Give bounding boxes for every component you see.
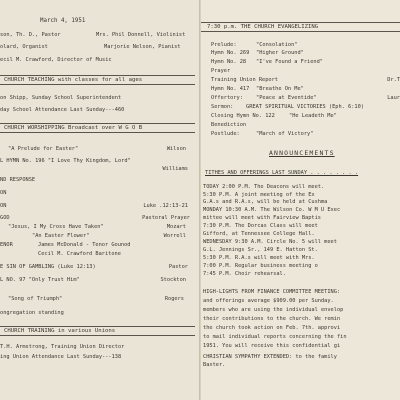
- finance-line: 1951. You will receive this confidential gi: [203, 343, 341, 349]
- order-item: L HYMN No. 196 "I Love Thy Kingdom, Lord": [0, 158, 131, 164]
- divider: [201, 22, 400, 23]
- announcement-line: WEDNESDAY 9:30 A.M. Circle No. 5 will meet: [203, 239, 337, 245]
- order-note: ongregation standing: [0, 310, 64, 316]
- order-by: Pastoral Prayer: [142, 215, 190, 221]
- order-item: L NO. 97 "Only Trust Him": [0, 277, 80, 283]
- announcement-line: G.A.s and R.A.s, will be held at Cushma: [203, 199, 328, 205]
- evening-title: "Peace at Eventide": [256, 95, 317, 101]
- order-by: Williams: [162, 166, 188, 172]
- evening-title: "I've Found a Friend": [256, 59, 323, 65]
- announcement-line: 7:00 P.M. Regular business meeting o: [203, 263, 318, 269]
- evening-title: "He Leadeth Me": [289, 113, 337, 119]
- order-by: Luke .12:13-21: [143, 203, 188, 209]
- order-item: ON: [0, 190, 7, 196]
- announcement-line: Gifford, at Tennessee College Hall.: [203, 231, 315, 237]
- order-by: Stockton: [160, 277, 186, 283]
- training-heading: CHURCH TRAINING in various Unions: [4, 328, 116, 334]
- order-item: "A Prelude for Easter": [8, 146, 79, 152]
- evening-item: Prayer: [211, 68, 231, 74]
- evening-item: Offertory:: [211, 95, 243, 101]
- sympathy-line: CHRISTIAN SYMPATHY EXTENDED: to the family: [203, 354, 337, 360]
- finance-line: members who are using the individual envelop: [203, 307, 344, 313]
- ss-superintendent: on Shipp, Sunday School Superintendent: [0, 95, 122, 101]
- order-item: "Jesus, I My Cross Have Taken": [8, 224, 104, 230]
- order-item: "An Easter Flower": [32, 233, 90, 239]
- evening-title: "Consolation": [256, 42, 298, 48]
- divider: [201, 31, 400, 32]
- evening-item: Hymn No. 417: [211, 86, 250, 92]
- finance-line: and offerings average $909.00 per Sunday.: [203, 298, 334, 304]
- divider: [0, 84, 195, 85]
- order-by: Cecil M. Crawford Baritone: [38, 251, 121, 257]
- ss-attendance: day School Attendance Last Sunday---460: [0, 107, 125, 113]
- divider: [0, 326, 195, 327]
- divider: [0, 335, 195, 336]
- order-item: E SIN OF GAMBLING (Luke 12:13): [0, 264, 96, 270]
- evening-by: Laur: [387, 95, 400, 101]
- training-director: T.H. Armstrong, Training Union Director: [0, 344, 125, 350]
- order-item: "Song of Triumph": [8, 296, 63, 302]
- worship-heading: CHURCH WORSHIPPING Broadcast over W G O B: [4, 125, 143, 131]
- order-item: ND RESPONSE: [0, 177, 36, 183]
- evening-item: Closing Hymn No. 122: [211, 113, 275, 119]
- evening-heading: 7:30 p.m. THE CHURCH EVANGELIZING: [207, 24, 319, 30]
- staff-pianist: Marjorie Nelson, Pianist: [104, 44, 181, 50]
- announcement-line: mittee will meet with Fairview Baptis: [203, 215, 321, 221]
- staff-organist: olard, Organist: [0, 44, 48, 50]
- sunday-school-heading: CHURCH TEACHING with classes for all ages: [4, 77, 143, 83]
- evening-by: Dr.T: [387, 77, 400, 83]
- training-attendance: ing Union Attendance Last Sunday---138: [0, 354, 122, 360]
- evening-title: "Breathe On Me": [256, 86, 304, 92]
- announcements-heading: ANNOUNCEMENTS: [269, 149, 335, 157]
- finance-line: the church took action on Feb. 7th. approvi: [203, 325, 341, 331]
- evening-item: Sermon:: [211, 104, 234, 110]
- order-by: James McDonald - Tenor Gounod: [38, 242, 131, 248]
- order-item: ENOR: [0, 242, 13, 248]
- order-by: Wilson: [166, 146, 186, 152]
- announcement-line: G.L. Jennings Sr., 149 E. Hatton St.: [203, 247, 318, 253]
- announcement-line: 7:30 P.M. The Dorcas Class will meet: [203, 223, 318, 229]
- evening-item: Hymn No. 28: [211, 59, 247, 65]
- staff-pastor: son, Th. D., Pastor: [0, 32, 61, 38]
- announcement-line: TODAY 2:00 P.M. The Deacons will meet.: [203, 184, 325, 190]
- evening-title: "March of Victory": [256, 131, 314, 137]
- order-by: Rogers: [164, 296, 184, 302]
- divider: [0, 123, 195, 124]
- tithes-heading: TITHES AND OFFERINGS LAST SUNDAY . . . . . . . .: [205, 170, 359, 176]
- announcement-line: MONDAY 10:30 A.M. The Wilson Co. W M U Exec: [203, 207, 341, 213]
- finance-line: HIGH-LIGHTS FROM FINANCE COMMITTEE MEETING:: [203, 289, 341, 295]
- announcement-line: 5:30 P.M. A joint meeting of the Ex: [203, 192, 315, 198]
- divider: [0, 132, 195, 133]
- evening-item: Postlude:: [211, 131, 240, 137]
- staff-music-director: ecil M. Crawford, Director of Music: [0, 57, 112, 63]
- finance-line: their contributions to the church. We remin: [203, 316, 341, 322]
- bulletin-date: March 4, 1951: [40, 18, 86, 24]
- evening-item: Hymn No. 269: [211, 50, 250, 56]
- evening-item: Benediction: [211, 122, 247, 128]
- announcement-line: 7:45 P.M. Choir rehearsal.: [203, 271, 286, 277]
- order-by: Pastor: [168, 264, 188, 270]
- order-by: Mozart: [166, 224, 186, 230]
- divider: [0, 75, 195, 76]
- evening-item: Training Union Report: [211, 77, 278, 83]
- evening-title: GREAT SPIRITUAL VICTORIES (Eph. 6:10): [246, 104, 364, 110]
- order-by: Worrell: [163, 233, 186, 239]
- staff-violinist: Mrs. Phil Donnell, Violinist: [96, 32, 186, 38]
- order-item: GOD: [0, 215, 10, 221]
- announcement-line: 5:30 P.M. R.A.s will meet with Mrs.: [203, 255, 315, 261]
- right-page: [201, 0, 400, 400]
- finance-line: to mail individual reports concerning the fin: [203, 334, 347, 340]
- sympathy-line: Baxter.: [203, 362, 226, 368]
- evening-title: "Higher Ground": [256, 50, 304, 56]
- evening-item: Prelude:: [211, 42, 237, 48]
- order-item: ON: [0, 203, 7, 209]
